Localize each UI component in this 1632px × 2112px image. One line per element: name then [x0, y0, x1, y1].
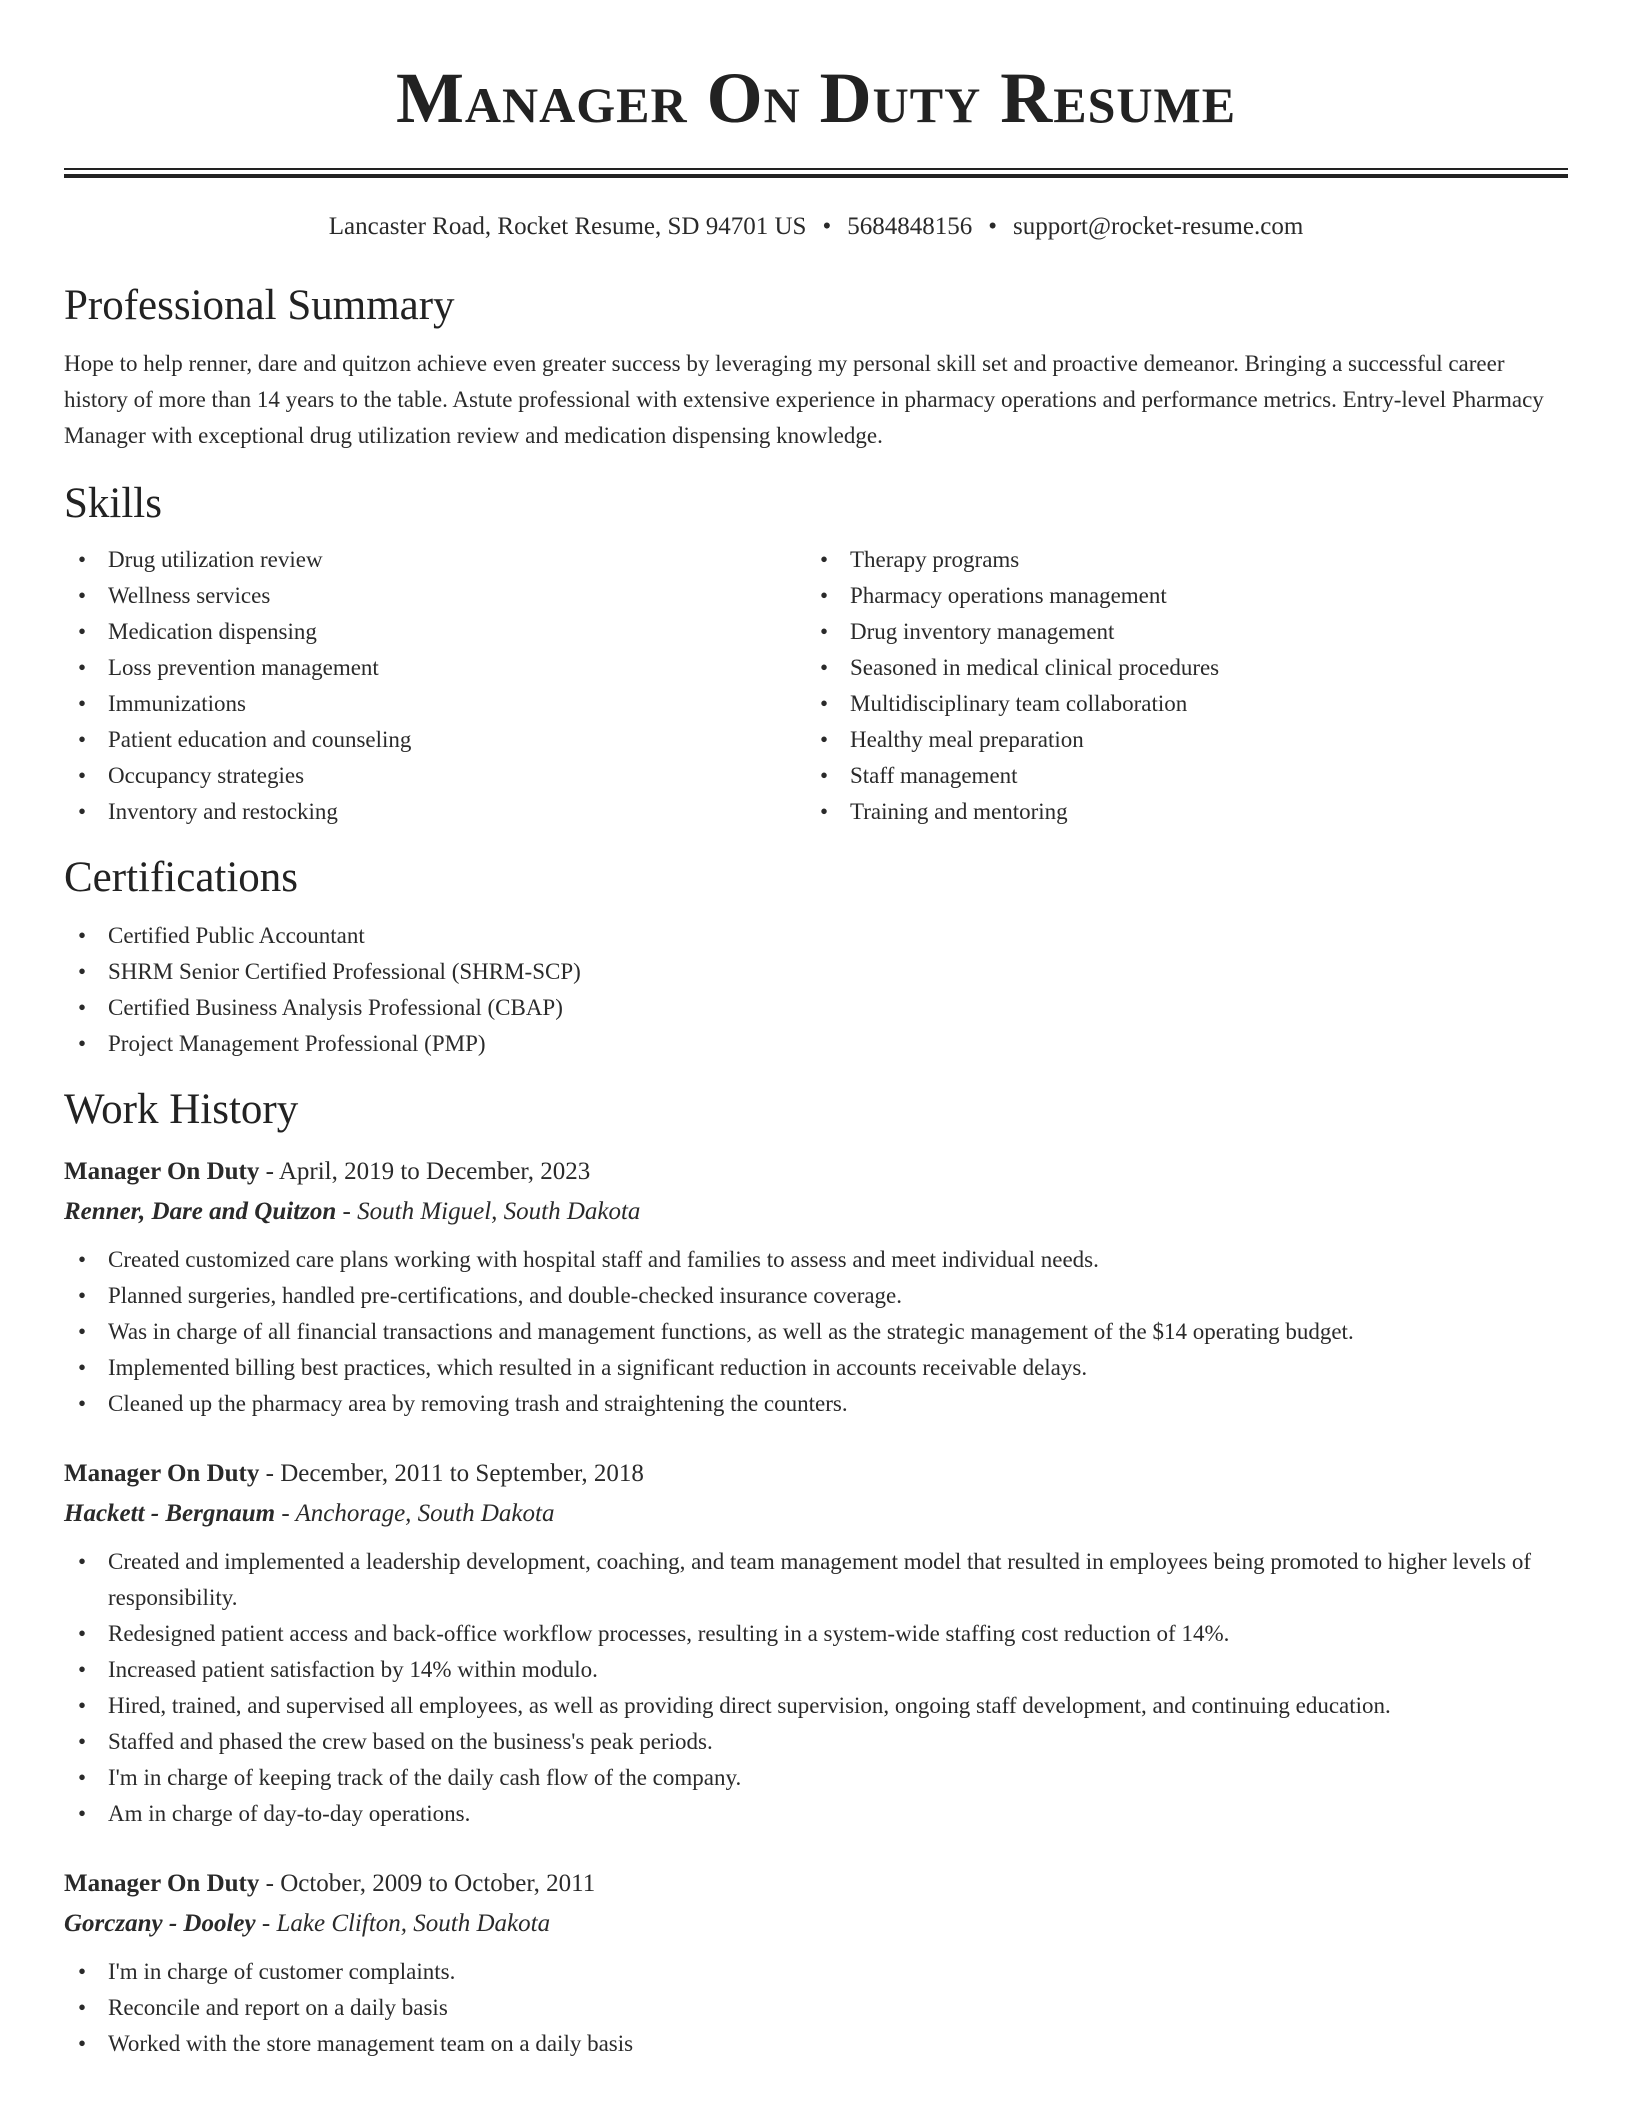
- skills-grid: [64, 542, 1568, 830]
- job-title-line: [64, 1454, 1568, 1494]
- certification-item: • Project Management Professional (PMP): [64, 1026, 1568, 1062]
- contact-phone: 5684848156: [847, 213, 973, 240]
- skill-item: • Inventory and restocking: [64, 794, 806, 830]
- contact-separator: •: [822, 213, 832, 240]
- certification-list: [64, 918, 1568, 1062]
- job-entry: [64, 1454, 1568, 1832]
- skill-item: • Seasoned in medical clinical procedures: [806, 650, 1548, 686]
- job-bullet: • Staffed and phased the crew based on the business's peak periods.: [64, 1724, 1568, 1760]
- job-meta-separator: -: [259, 1460, 281, 1487]
- job-role: Manager On Duty: [64, 1870, 260, 1897]
- job-bullet: • Reconcile and report on a daily basis: [64, 1990, 1568, 2026]
- skill-item: • Staff management: [806, 758, 1548, 794]
- job-meta-separator: -: [275, 1500, 296, 1527]
- job-bullet: • I'm in charge of customer complaints.: [64, 1954, 1568, 1990]
- section-heading-certifications: Certifications: [64, 854, 299, 901]
- contact-separator: •: [988, 213, 997, 240]
- job-company: Renner, Dare and Quitzon: [64, 1198, 337, 1225]
- skill-item: • Medication dispensing: [64, 614, 806, 650]
- job-entry: [64, 1152, 1568, 1422]
- skill-item: • Drug utilization review: [64, 542, 806, 578]
- job-meta-separator: -: [259, 1870, 281, 1897]
- job-meta-separator: -: [259, 1158, 279, 1185]
- job-bullet: • Worked with the store management team on a daily basis: [64, 2026, 1568, 2062]
- certification-item: • Certified Business Analysis Professional (CBAP): [64, 990, 1568, 1026]
- contact-line: [64, 210, 1568, 244]
- skill-item: • Wellness services: [64, 578, 806, 614]
- job-bullet-list: [64, 1544, 1568, 1832]
- job-bullet: • Increased patient satisfaction by 14% within modulo.: [64, 1652, 1568, 1688]
- skill-item: • Healthy meal preparation: [806, 722, 1548, 758]
- job-dates: April, 2019 to December, 2023: [278, 1158, 591, 1185]
- skill-item: • Multidisciplinary team collaboration: [806, 686, 1548, 722]
- skill-item: • Training and mentoring: [806, 794, 1548, 830]
- section-heading-skills: Skills: [64, 480, 162, 527]
- skill-item: • Immunizations: [64, 686, 806, 722]
- resume-title: Manager On Duty Resume: [395, 58, 1237, 138]
- section-heading-summary: Professional Summary: [64, 282, 455, 329]
- job-bullet: • Planned surgeries, handled pre-certifications, and double-checked insurance coverage.: [64, 1278, 1568, 1314]
- job-bullet: • Implemented billing best practices, which resulted in a significant reduction in accounts receivable delays.: [64, 1350, 1568, 1386]
- skill-item: • Drug inventory management: [806, 614, 1548, 650]
- job-location: South Miguel, South Dakota: [357, 1198, 641, 1225]
- skills-list-right: [806, 542, 1548, 830]
- certification-item: • Certified Public Accountant: [64, 918, 1568, 954]
- skill-item: • Occupancy strategies: [64, 758, 806, 794]
- title-divider: [64, 168, 1568, 178]
- job-bullet: • Hired, trained, and supervised all employees, as well as providing direct supervision, ongoing staff development, and continuing education.: [64, 1688, 1568, 1724]
- skill-item: • Therapy programs: [806, 542, 1548, 578]
- job-bullet: • Created customized care plans working with hospital staff and families to assess and meet individual needs.: [64, 1242, 1568, 1278]
- summary-text: Hope to help renner, dare and quitzon achieve even greater success by leveraging my personal skill set and proactive demeanor. Bringing a successful career history of more than 14 years to the table. Astute professional with extensive experience in pharmacy operations and performance metrics. Entry-level Pharmacy Manager with exceptional drug utilization review and medication dispensing knowledge.: [64, 351, 1544, 448]
- job-bullet: • Redesigned patient access and back-office workflow processes, resulting in a system-wide staffing cost reduction of 14%.: [64, 1616, 1568, 1652]
- job-bullet-list: [64, 1954, 1568, 2062]
- job-dates: December, 2011 to September, 2018: [280, 1460, 644, 1487]
- job-bullet: • I'm in charge of keeping track of the daily cash flow of the company.: [64, 1760, 1568, 1796]
- job-meta-separator: -: [255, 1910, 277, 1937]
- job-bullet: • Am in charge of day-to-day operations.: [64, 1796, 1568, 1832]
- job-company-line: [64, 1494, 1568, 1534]
- job-bullet-list: [64, 1242, 1568, 1422]
- job-location: Anchorage, South Dakota: [295, 1500, 555, 1527]
- job-entry: [64, 1864, 1568, 2062]
- contact-address: Lancaster Road, Rocket Resume, SD 94701 US: [328, 213, 807, 240]
- job-location: Lake Clifton, South Dakota: [276, 1910, 551, 1937]
- job-title-line: [64, 1152, 1568, 1192]
- certification-item: • SHRM Senior Certified Professional (SHRM-SCP): [64, 954, 1568, 990]
- section-heading-work-history: Work History: [64, 1086, 299, 1133]
- skill-item: • Patient education and counseling: [64, 722, 806, 758]
- job-company-line: [64, 1904, 1568, 1944]
- contact-email: support@rocket-resume.com: [1012, 213, 1304, 240]
- job-dates: October, 2009 to October, 2011: [280, 1870, 596, 1897]
- job-title-line: [64, 1864, 1568, 1904]
- job-company: Hackett - Bergnaum: [64, 1500, 276, 1527]
- skills-list-left: [64, 542, 806, 830]
- job-bullet: • Was in charge of all financial transactions and management functions, as well as the strategic management of the $14 operating budget.: [64, 1314, 1568, 1350]
- job-company-line: [64, 1192, 1568, 1232]
- skill-item: • Pharmacy operations management: [806, 578, 1548, 614]
- job-company: Gorczany - Dooley: [64, 1910, 256, 1937]
- skill-item: • Loss prevention management: [64, 650, 806, 686]
- job-role: Manager On Duty: [64, 1158, 260, 1185]
- resume-page: [64, 0, 1568, 2062]
- job-bullet: • Created and implemented a leadership development, coaching, and team management model that resulted in employees being promoted to higher levels of responsibility.: [64, 1544, 1568, 1616]
- job-bullet: • Cleaned up the pharmacy area by removing trash and straightening the counters.: [64, 1386, 1568, 1422]
- job-role: Manager On Duty: [64, 1460, 260, 1487]
- job-meta-separator: -: [336, 1198, 358, 1225]
